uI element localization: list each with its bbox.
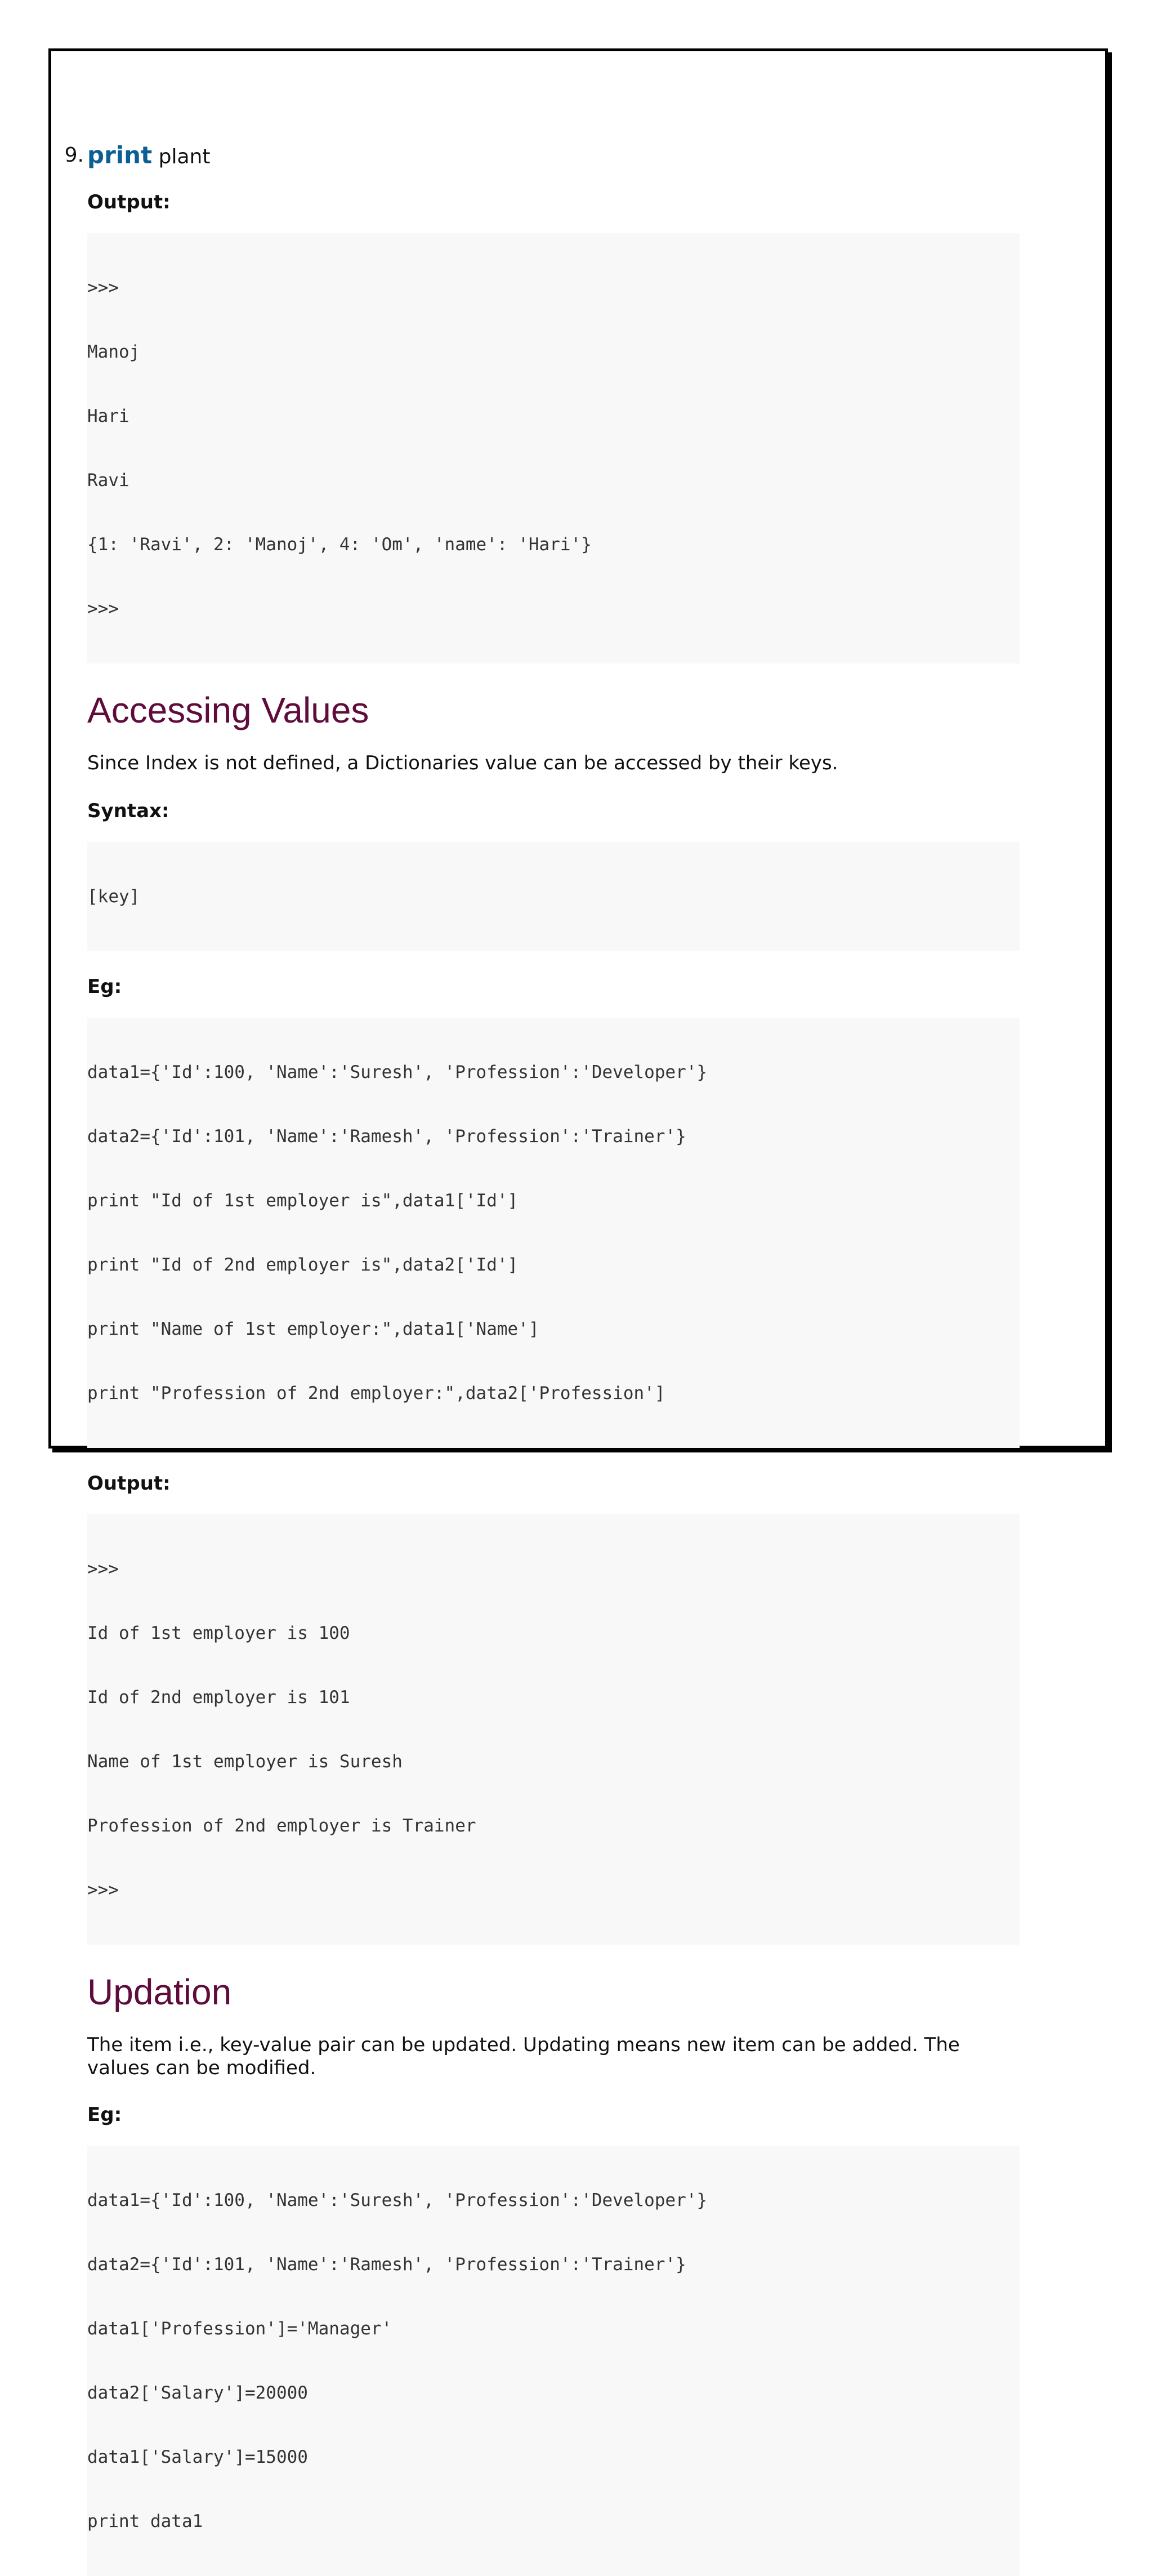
example-code-block xyxy=(87,2146,1020,2576)
syntax-code-block xyxy=(87,842,1020,951)
paragraph-updation: The item i.e., key-value pair can be updated. Updating means new item can be added. The values can be modified. xyxy=(87,2034,960,2079)
list-number: 9. xyxy=(64,144,84,167)
code-line: >>> xyxy=(87,1559,119,1579)
code-line: Id of 2nd employer is 101 xyxy=(87,1687,350,1708)
code-line: >>> xyxy=(87,278,119,298)
code-line: Hari xyxy=(87,406,129,426)
code-line: Profession of 2nd employer is Trainer xyxy=(87,1816,476,1836)
document-content xyxy=(64,90,1020,2576)
code-line: data2={'Id':101, 'Name':'Ramesh', 'Profession':'Trainer'} xyxy=(87,1126,686,1147)
output-code-block xyxy=(87,1514,1020,1945)
code-line: Manoj xyxy=(87,342,140,362)
code-line: >>> xyxy=(87,1880,119,1900)
code-line: print data1 xyxy=(87,2511,203,2532)
syntax-label: Syntax: xyxy=(87,800,169,822)
code-line: print "Id of 1st employer is",data1['Id'] xyxy=(87,1191,519,1211)
code-line: [key] xyxy=(87,886,140,907)
code-line: print "Name of 1st employer:",data1['Name'] xyxy=(87,1319,539,1339)
code-line: data2['Salary']=20000 xyxy=(87,2383,308,2403)
code-line: data1['Profession']='Manager' xyxy=(87,2319,392,2339)
section-heading-accessing-values: Accessing Values xyxy=(87,690,369,730)
print-keyword: print xyxy=(87,141,153,169)
code-line: data1['Salary']=15000 xyxy=(87,2447,308,2467)
code-line: Ravi xyxy=(87,470,129,491)
code-line: data1={'Id':100, 'Name':'Suresh', 'Profession':'Developer'} xyxy=(87,2190,708,2210)
eg-label: Eg: xyxy=(87,2103,122,2126)
section-heading-updation: Updation xyxy=(87,1972,232,2012)
paragraph-accessing: Since Index is not defined, a Dictionaries value can be accessed by their keys. xyxy=(87,752,838,774)
example-code-block xyxy=(87,1018,1020,1448)
code-line: data2={'Id':101, 'Name':'Ramesh', 'Profession':'Trainer'} xyxy=(87,2254,686,2275)
code-line: print "Profession of 2nd employer:",data2['Profession'] xyxy=(87,1383,665,1403)
output-code-block xyxy=(87,233,1020,663)
code-line: print "Id of 2nd employer is",data2['Id'] xyxy=(87,1255,519,1275)
code-line: >>> xyxy=(87,599,119,619)
list-item-text: plant xyxy=(158,145,211,168)
code-line: Name of 1st employer is Suresh xyxy=(87,1751,403,1772)
eg-label: Eg: xyxy=(87,975,122,998)
output-label: Output: xyxy=(87,191,171,213)
list-item-9 xyxy=(64,140,1020,171)
code-line: data1={'Id':100, 'Name':'Suresh', 'Profession':'Developer'} xyxy=(87,1062,708,1082)
output-label: Output: xyxy=(87,1472,171,1495)
code-line: Id of 1st employer is 100 xyxy=(87,1623,350,1643)
code-line: {1: 'Ravi', 2: 'Manoj', 4: 'Om', 'name': 'Hari'} xyxy=(87,534,592,555)
